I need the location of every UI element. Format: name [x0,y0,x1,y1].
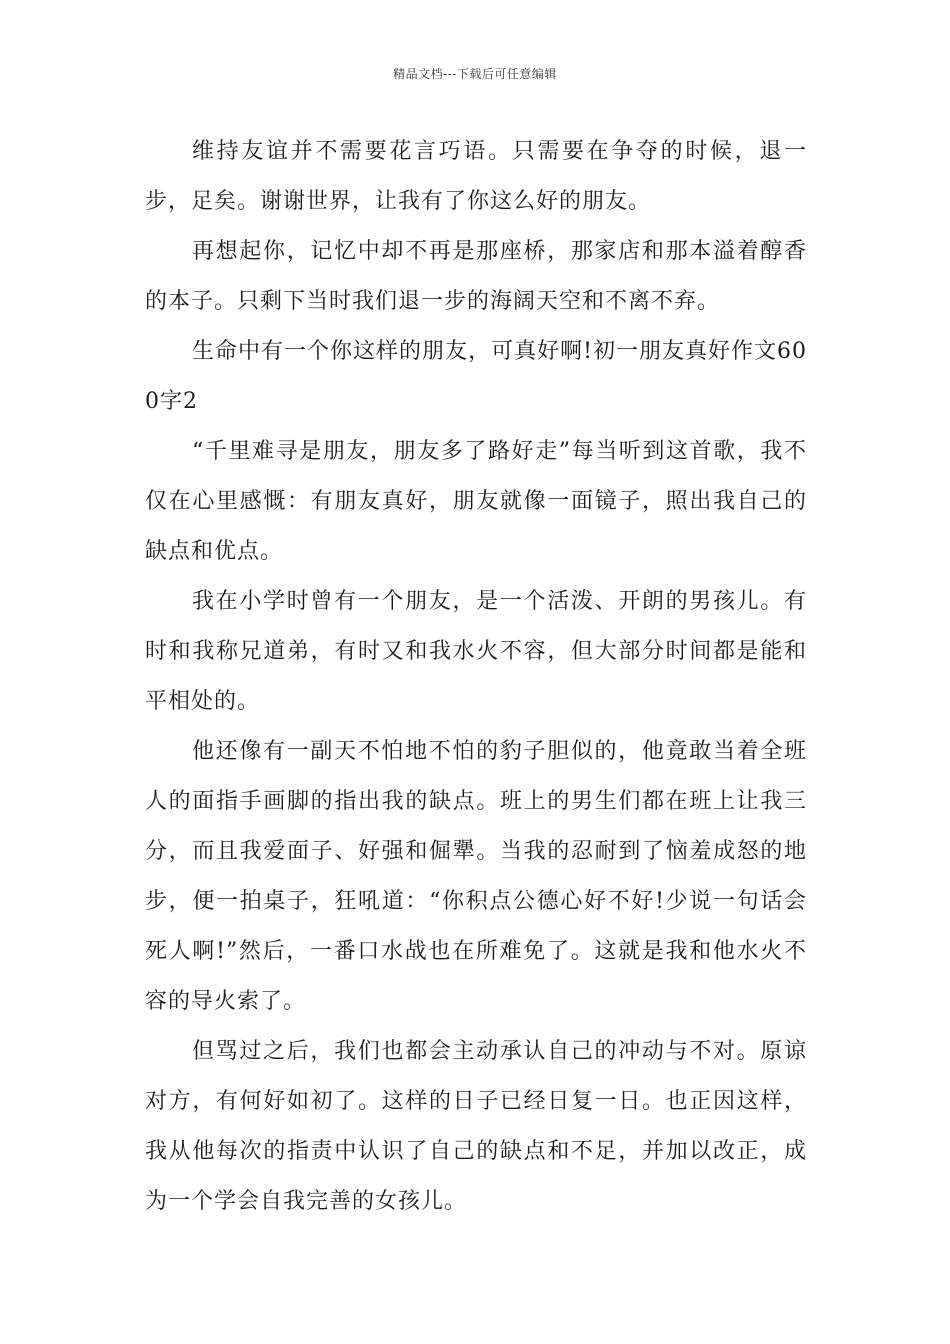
paragraph-6: 他还像有一副天不怕地不怕的豹子胆似的，他竟敢当着全班人的面指手画脚的指出我的缺点。班上的男生们都在班上让我三分，而且我爱面子、好强和倔犟。当我的忍耐到了恼羞成怒的地步，便一拍桌子，狂吼道：“你积点公德心好不好!少说一句话会死人啊!”然后，一番口水战也在所难免了。这就是我和他水火不容的导火索了。 [145,739,807,1014]
paragraph-1: 维持友谊并不需要花言巧语。只需要在争夺的时候，退一步，足矣。谢谢世界，让我有了你这么好的朋友。 [145,139,807,214]
paragraph-5: 我在小学时曾有一个朋友，是一个活泼、开朗的男孩儿。有时和我称兄道弟，有时又和我水火不容，但大部分时间都是能和平相处的。 [145,589,807,714]
document-body [145,127,807,1227]
paragraph-2: 再想起你，记忆中却不再是那座桥，那家店和那本溢着醇香的本子。只剩下当时我们退一步的海阔天空和不离不弃。 [145,239,807,314]
page-header: 精品文档---下载后可任意编辑 [393,67,557,81]
paragraph-3: 生命中有一个你这样的朋友，可真好啊!初一朋友真好作文600字2 [145,339,807,414]
paragraph-4: “千里难寻是朋友，朋友多了路好走”每当听到这首歌，我不仅在心里感慨：有朋友真好，朋友就像一面镜子，照出我自己的缺点和优点。 [145,439,807,564]
paragraph-7: 但骂过之后，我们也都会主动承认自己的冲动与不对。原谅对方，有何好如初了。这样的日子已经日复一日。也正因这样，我从他每次的指责中认识了自己的缺点和不足，并加以改正，成为一个学会自我完善的女孩儿。 [145,1039,807,1214]
